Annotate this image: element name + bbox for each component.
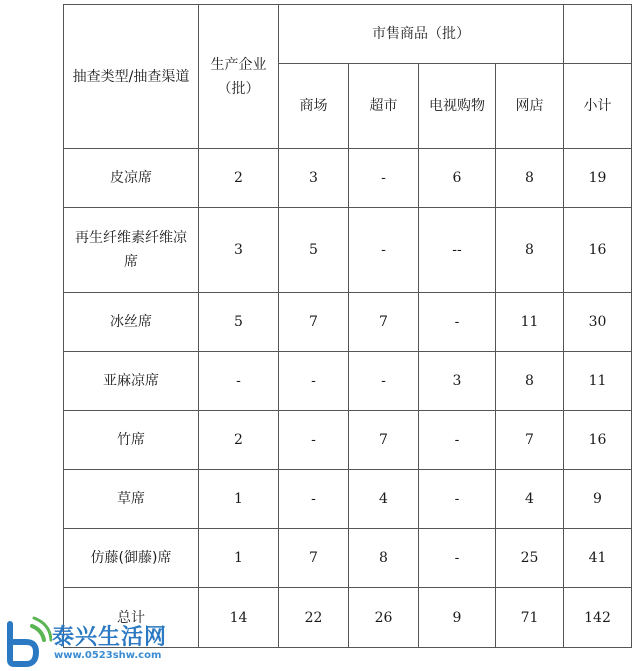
header-blank-cell <box>564 5 632 64</box>
table-row <box>64 470 632 529</box>
row-type: 草席 <box>64 470 199 529</box>
table-row <box>64 352 632 411</box>
cell-producer: 5 <box>199 293 279 352</box>
cell-online-store: 7 <box>496 411 564 470</box>
cell-subtotal: 9 <box>564 470 632 529</box>
watermark-title: 泰兴生活网 <box>52 625 168 650</box>
cell-supermarket: 7 <box>349 293 419 352</box>
cell-producer: 2 <box>199 149 279 208</box>
cell-mall: 7 <box>279 529 349 588</box>
cell-supermarket: 26 <box>349 588 419 648</box>
table-row <box>64 149 632 208</box>
cell-subtotal: 16 <box>564 208 632 293</box>
cell-producer: - <box>199 352 279 411</box>
cell-tv-shopping: - <box>419 529 496 588</box>
cell-supermarket: 4 <box>349 470 419 529</box>
cell-tv-shopping: 3 <box>419 352 496 411</box>
cell-tv-shopping: - <box>419 470 496 529</box>
table-row <box>64 208 632 293</box>
cell-mall: - <box>279 470 349 529</box>
cell-mall: - <box>279 352 349 411</box>
cell-subtotal: 11 <box>564 352 632 411</box>
row-type: 冰丝席 <box>64 293 199 352</box>
header-subtotal: 小计 <box>564 64 632 149</box>
cell-mall: 5 <box>279 208 349 293</box>
cell-supermarket: - <box>349 149 419 208</box>
cell-producer: 1 <box>199 470 279 529</box>
watermark-url: www.0523shw.com <box>54 650 162 661</box>
cell-mall: 3 <box>279 149 349 208</box>
header-mall: 商场 <box>279 64 349 149</box>
header-tv-shopping: 电视购物 <box>419 64 496 149</box>
cell-supermarket: - <box>349 208 419 293</box>
watermark-logo-icon <box>2 616 52 668</box>
cell-online-store: 8 <box>496 208 564 293</box>
cell-tv-shopping: 6 <box>419 149 496 208</box>
cell-producer: 2 <box>199 411 279 470</box>
cell-mall: 7 <box>279 293 349 352</box>
cell-producer: 3 <box>199 208 279 293</box>
table-row <box>64 411 632 470</box>
cell-subtotal: 19 <box>564 149 632 208</box>
cell-online-store: 71 <box>496 588 564 648</box>
cell-online-store: 4 <box>496 470 564 529</box>
cell-mall: 22 <box>279 588 349 648</box>
cell-online-store: 8 <box>496 352 564 411</box>
cell-online-store: 8 <box>496 149 564 208</box>
cell-mall: - <box>279 411 349 470</box>
cell-subtotal: 142 <box>564 588 632 648</box>
cell-online-store: 11 <box>496 293 564 352</box>
row-type: 竹席 <box>64 411 199 470</box>
cell-producer: 14 <box>199 588 279 648</box>
header-producer: 生产企业（批） <box>199 5 279 149</box>
cell-producer: 1 <box>199 529 279 588</box>
table-row <box>64 293 632 352</box>
cell-subtotal: 30 <box>564 293 632 352</box>
header-online-store: 网店 <box>496 64 564 149</box>
cell-tv-shopping: 9 <box>419 588 496 648</box>
table-row <box>64 529 632 588</box>
cell-subtotal: 41 <box>564 529 632 588</box>
header-supermarket: 超市 <box>349 64 419 149</box>
sampling-table <box>63 4 632 648</box>
cell-tv-shopping: - <box>419 411 496 470</box>
row-type: 皮凉席 <box>64 149 199 208</box>
cell-subtotal: 16 <box>564 411 632 470</box>
cell-supermarket: 7 <box>349 411 419 470</box>
row-type: 再生纤维素纤维凉席 <box>64 208 199 293</box>
row-type-total: 总计 <box>64 588 199 648</box>
header-type-channel: 抽查类型/抽查渠道 <box>64 5 199 149</box>
cell-tv-shopping: - <box>419 293 496 352</box>
row-type: 仿藤(御藤)席 <box>64 529 199 588</box>
cell-online-store: 25 <box>496 529 564 588</box>
cell-supermarket: 8 <box>349 529 419 588</box>
row-type: 亚麻凉席 <box>64 352 199 411</box>
cell-tv-shopping: -- <box>419 208 496 293</box>
header-market-group: 市售商品（批） <box>279 5 564 64</box>
cell-supermarket: - <box>349 352 419 411</box>
site-watermark <box>0 616 170 668</box>
